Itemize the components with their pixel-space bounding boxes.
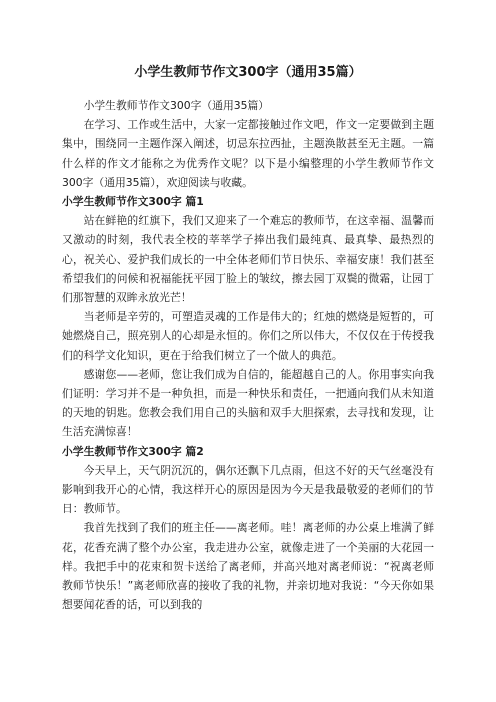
section-1-paragraph-3: 感谢您——老师，您让我们成为自信的，能超越自己的人。你用事实向我们证明：学习并不是一种负担，而是一种快乐和责任，一把通向我们从未知道的天地的钥匙。您教会我们用自己的头脑和双手大胆探索，去寻找和发现，让生活充满惊喜！ xyxy=(62,367,434,439)
document-page xyxy=(62,64,434,614)
section-1-paragraph-1: 站在鲜艳的红旗下，我们又迎来了一个难忘的教师节，在这幸福、温馨而又激动的时刻，我代表全校的莘莘学子捧出我们最纯真、最真挚、最热烈的心，祝关心、爱护我们成长的一中全体老师们节日快乐、幸福安康！我们甚至希望我们的问候和祝福能抚平园丁脸上的皱纹，擦去园丁双鬓的微霜，让园丁们那智慧的双眸永放光芒！ xyxy=(62,214,434,305)
section-1-paragraph-2: 当老师是辛劳的，可塑造灵魂的工作是伟大的；红烛的燃烧是短暂的，可她燃烧自己，照亮别人的心却是永恒的。你们之所以伟大，不仅仅在于传授我们的科学文化知识，更在于给我们树立了一个做人的典范。 xyxy=(62,310,434,362)
intro-paragraph: 在学习、工作或生活中，大家一定都接触过作文吧，作文一定要做到主题集中，围绕同一主题作深入阐述，切忌东拉西扯，主题涣散甚至无主题。一篇什么样的作文才能称之为优秀作文呢？以下是小编整理的小学生教师节作文300字（通用35篇），欢迎阅读与收藏。 xyxy=(62,118,434,189)
section-heading-2: 小学生教师节作文300字 篇2 xyxy=(62,444,204,458)
intro-subtitle: 小学生教师节作文300字（通用35篇） xyxy=(83,99,270,112)
section-2-paragraph-2: 我首先找到了我们的班主任——离老师。哇！离老师的办公桌上堆满了鲜花，花香充满了整个办公室，我走进办公室，就像走进了一个美丽的大花园一样。我把手中的花束和贺卡送给了离老师，并高兴地对离老师说：“祝离老师教师节快乐！”离老师欣喜的接收了我的礼物，并亲切地对我说：“今天你如果想要闻花香的话，可以到我的 xyxy=(62,521,434,612)
document-title: 小学生教师节作文300字（通用35篇） xyxy=(134,65,362,80)
section-heading-1: 小学生教师节作文300字 篇1 xyxy=(62,195,204,209)
section-2-paragraph-1: 今天早上，天气阴沉沉的，偶尔还飘下几点雨，但这不好的天气丝毫没有影响到我开心的心情，我这样开心的原因是因为今天是我最敬爱的老师们的节日：教师节。 xyxy=(62,463,434,516)
